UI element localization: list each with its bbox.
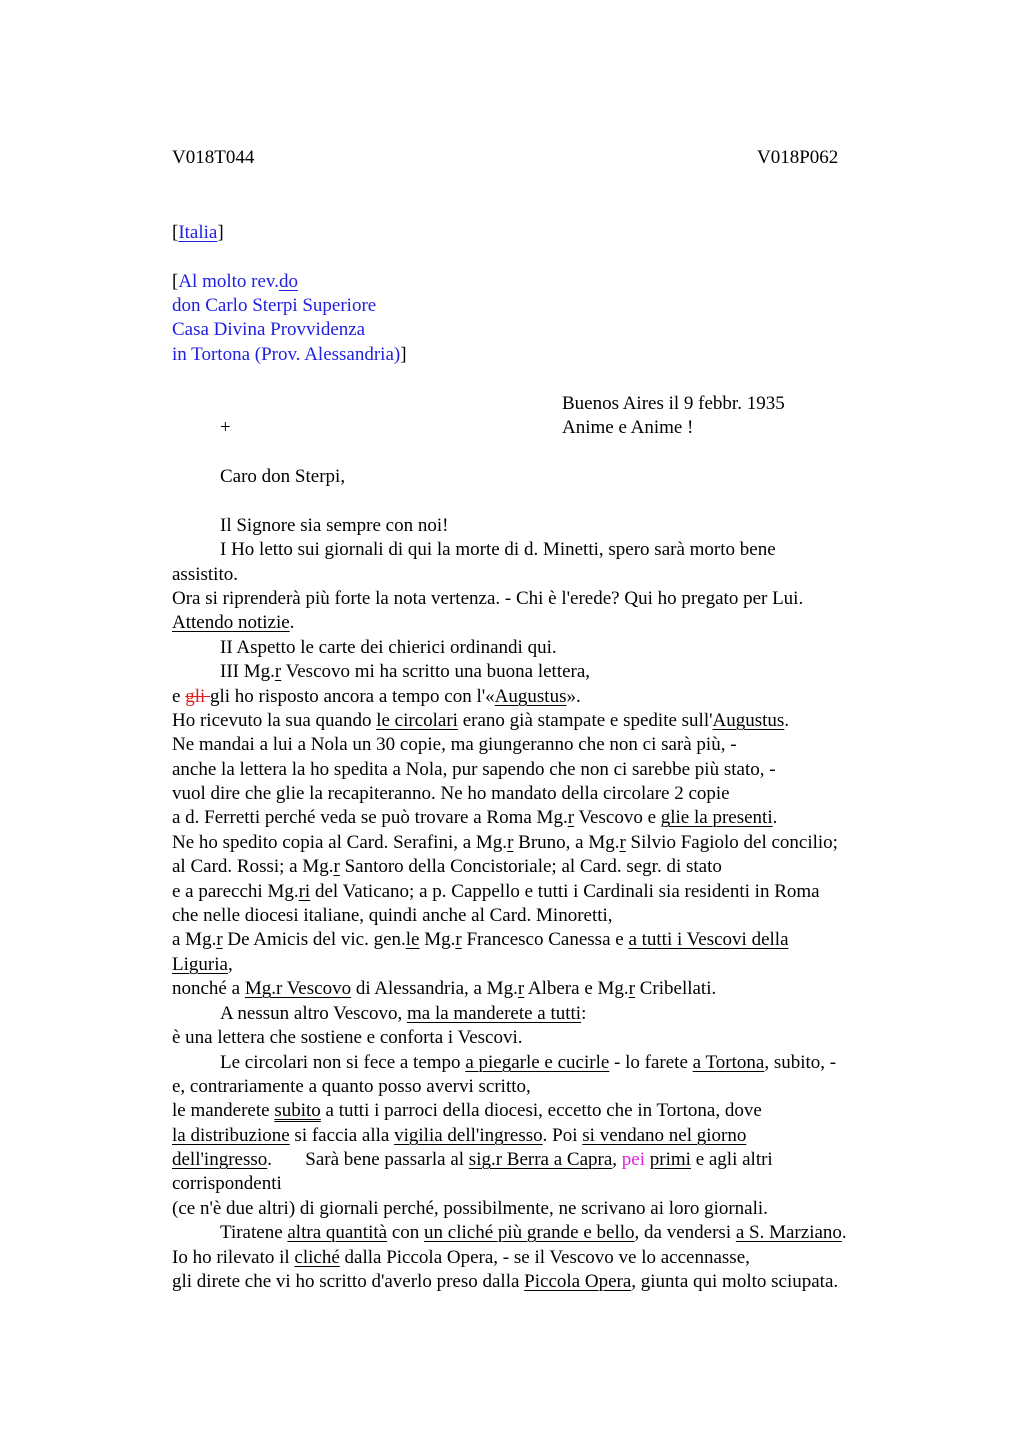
underlined-text: ri	[298, 881, 311, 902]
doc-code-left-text: V018T044	[172, 147, 255, 168]
body-line-26	[172, 1124, 746, 1148]
underlined-text: le circolari	[376, 710, 458, 731]
underlined-text: r	[567, 807, 575, 828]
text-run: si faccia alla	[289, 1125, 395, 1146]
text-run: gli ho risposto ancora a tempo con l'«	[210, 686, 495, 707]
body-line-20	[172, 977, 716, 1001]
address-line-1: [Al molto rev.do	[172, 271, 298, 292]
text-run: .	[784, 710, 790, 731]
body-line-2: I Ho letto sui giornali di qui la morte di d. Minetti, spero sarà morto bene	[220, 539, 776, 560]
body-line-29: (ce n'è due altri) di giornali perché, possibilmente, ne scrivano ai loro giornali.	[172, 1198, 768, 1219]
text-run: ,	[227, 954, 233, 975]
address-line-1-ul: do	[278, 271, 298, 292]
body-line-13	[172, 806, 777, 830]
text-run: dalla Piccola Opera, - se il Vescovo ve lo accennasse,	[339, 1247, 750, 1268]
text-run: e	[172, 686, 186, 707]
text-run: le manderete	[172, 1100, 275, 1121]
underlined-text: Augustus	[494, 686, 567, 707]
body-line-16	[172, 880, 820, 904]
text-run: .	[841, 1222, 847, 1243]
underlined-text: r	[628, 978, 635, 999]
underlined-text: vigilia dell'ingresso	[394, 1125, 543, 1146]
body-line-8	[172, 685, 581, 709]
text-run: . Sarà bene passarla al	[267, 1149, 469, 1170]
text-run: - lo farete	[609, 1052, 693, 1073]
body-line-1: Il Signore sia sempre con noi!	[220, 515, 449, 536]
text-run: De Amicis del vic. gen.	[222, 929, 406, 950]
underlined-text: altra quantità	[287, 1222, 388, 1243]
underlined-text: dell'ingresso	[172, 1149, 268, 1170]
place-date: Buenos Aires il 9 febbr. 1935	[562, 393, 785, 414]
cross-mark: +	[220, 417, 231, 438]
text-run: Vescovo e	[574, 807, 661, 828]
text-run: .	[772, 807, 778, 828]
body-line-9	[172, 709, 789, 733]
double-underlined-text: subito	[274, 1100, 321, 1121]
underlined-text: Liguria	[172, 954, 228, 975]
underlined-text: a tutti i Vescovi della	[628, 929, 789, 950]
salutation: Caro don Sterpi,	[220, 466, 346, 487]
address-line-3: Casa Divina Provvidenza	[172, 319, 366, 340]
body-line-5	[172, 611, 294, 635]
body-line-12: vuol dire che glie la recapiteranno. Ne ho mandato della circolare 2 copie	[172, 783, 730, 804]
doc-code-left	[172, 146, 254, 170]
doc-code-right	[757, 146, 838, 170]
underlined-text: glie la presenti	[660, 807, 773, 828]
body-line-28: corrispondenti	[172, 1173, 282, 1194]
text-run: con	[387, 1222, 425, 1243]
text-run: Vescovo mi ha scritto una buona lettera,	[281, 661, 591, 682]
text-run: :	[581, 1003, 587, 1024]
underlined-text: Mg.r Vescovo	[244, 978, 352, 999]
body-line-23	[220, 1051, 836, 1075]
body-line-25	[172, 1099, 762, 1123]
underlined-text: Piccola Opera	[524, 1271, 632, 1292]
body-line-32	[172, 1270, 838, 1294]
body-line-15	[172, 855, 722, 879]
doc-code-right-text: V018P062	[757, 147, 839, 168]
text-run: A nessun altro Vescovo,	[220, 1003, 407, 1024]
text-run: al Card. Rossi; a Mg.	[172, 856, 334, 877]
underlined-text: r	[216, 929, 223, 950]
text-run: gli direte che vi ho scritto d'averlo preso dalla	[172, 1271, 525, 1292]
body-line-24: e, contrariamente a quanto posso avervi scritto,	[172, 1076, 531, 1097]
text-run: .	[289, 612, 295, 633]
body-line-6: II Aspetto le carte dei chierici ordinandi qui.	[220, 637, 557, 658]
text-run: III Mg.	[220, 661, 275, 682]
body-line-31	[172, 1246, 750, 1270]
text-run: , subito, -	[764, 1052, 837, 1073]
underlined-text: la distribuzione	[172, 1125, 290, 1146]
underlined-text: a Tortona	[692, 1052, 765, 1073]
body-line-30	[220, 1221, 847, 1245]
underlined-text: primi	[649, 1149, 691, 1170]
body-line-3: assistito.	[172, 564, 238, 585]
text-run: di Alessandria, a Mg.	[351, 978, 518, 999]
body-line-19	[172, 953, 233, 977]
underlined-text: le	[405, 929, 420, 950]
body-line-7	[220, 660, 590, 684]
underlined-text: r	[517, 978, 525, 999]
highlighted-text: pei	[621, 1149, 646, 1170]
body-line-21	[220, 1002, 586, 1026]
address-line-4-text: in Tortona (Prov. Alessandria)	[172, 344, 401, 365]
body-line-18	[172, 928, 789, 952]
country-link[interactable]: Italia	[178, 222, 218, 243]
body-line-14	[172, 831, 838, 855]
text-run: e a parecchi Mg.	[172, 881, 299, 902]
text-run: e agli altri	[690, 1149, 773, 1170]
underlined-text: Attendo notizie	[172, 612, 290, 633]
underlined-text: Augustus	[712, 710, 785, 731]
text-run: ,	[612, 1149, 622, 1170]
text-run: ».	[566, 686, 581, 707]
underlined-text: r	[333, 856, 340, 877]
underlined-text: si vendano nel giorno	[582, 1125, 747, 1146]
address-line-2: don Carlo Sterpi Superiore	[172, 295, 377, 316]
text-run: Silvio Fagiolo del concilio;	[625, 832, 838, 853]
address-line-4: in Tortona (Prov. Alessandria)]	[172, 344, 407, 365]
text-run: a d. Ferretti perché veda se può trovare a Roma Mg.	[172, 807, 568, 828]
text-run: . Poi	[542, 1125, 583, 1146]
deleted-text: gli	[185, 686, 210, 707]
body-line-17: che nelle diocesi italiane, quindi anche al Card. Minoretti,	[172, 905, 613, 926]
address-line-1-text: Al molto rev.	[178, 271, 279, 292]
underlined-text: ma la manderete a tutti	[407, 1003, 582, 1024]
text-run: Tiratene	[220, 1222, 288, 1243]
underlined-text: sig.r Berra a Capra	[468, 1149, 613, 1170]
text-run: , giunta qui molto sciupata.	[631, 1271, 839, 1292]
body-line-11: anche la lettera la ho spedita a Nola, pur sapendo che non ci sarebbe più stato, -	[172, 759, 776, 780]
underlined-text: r	[619, 832, 626, 853]
underlined-text: r	[455, 929, 462, 950]
text-run: Santoro della Concistoriale; al Card. segr. di stato	[339, 856, 722, 877]
body-line-27	[172, 1148, 773, 1172]
underlined-text: cliché	[294, 1247, 340, 1268]
text-run: Mg.	[419, 929, 456, 950]
text-run: erano già stampate e spedite sull'	[457, 710, 713, 731]
text-run: Ho ricevuto la sua quando	[172, 710, 377, 731]
text-run: Bruno, a Mg.	[513, 832, 620, 853]
text-run: Le circolari non si fece a tempo	[220, 1052, 466, 1073]
underlined-text: a S. Marziano	[735, 1222, 842, 1243]
underlined-text: un cliché più grande e bello	[424, 1222, 635, 1243]
text-run: Cribellati.	[634, 978, 717, 999]
body-line-4: Ora si riprenderà più forte la nota vertenza. - Chi è l'erede? Qui ho pregato per Lui.	[172, 588, 804, 609]
text-run: Albera e Mg.	[524, 978, 629, 999]
body-line-22: è una lettera che sostiene e conforta i Vescovi.	[172, 1027, 523, 1048]
text-run: a tutti i parroci della diocesi, eccetto che in Tortona, dove	[320, 1100, 762, 1121]
text-run: Francesco Canessa e	[461, 929, 629, 950]
text-run: a Mg.	[172, 929, 217, 950]
text-run: , da vendersi	[634, 1222, 736, 1243]
motto: Anime e Anime !	[562, 417, 694, 438]
underlined-text: a piegarle e cucirle	[465, 1052, 610, 1073]
text-run: del Vaticano; a p. Cappello e tutti i Cardinali sia residenti in Roma	[310, 881, 820, 902]
country-line: [Italia]	[172, 222, 224, 243]
text-run: nonché a	[172, 978, 245, 999]
text-run: Ne ho spedito copia al Card. Serafini, a Mg.	[172, 832, 508, 853]
text-run: Io ho rilevato il	[172, 1247, 295, 1268]
underlined-text: r	[274, 661, 282, 682]
body-line-10: Ne mandai a lui a Nola un 30 copie, ma giungeranno che non ci sarà più, -	[172, 734, 737, 755]
underlined-text: r	[507, 832, 514, 853]
